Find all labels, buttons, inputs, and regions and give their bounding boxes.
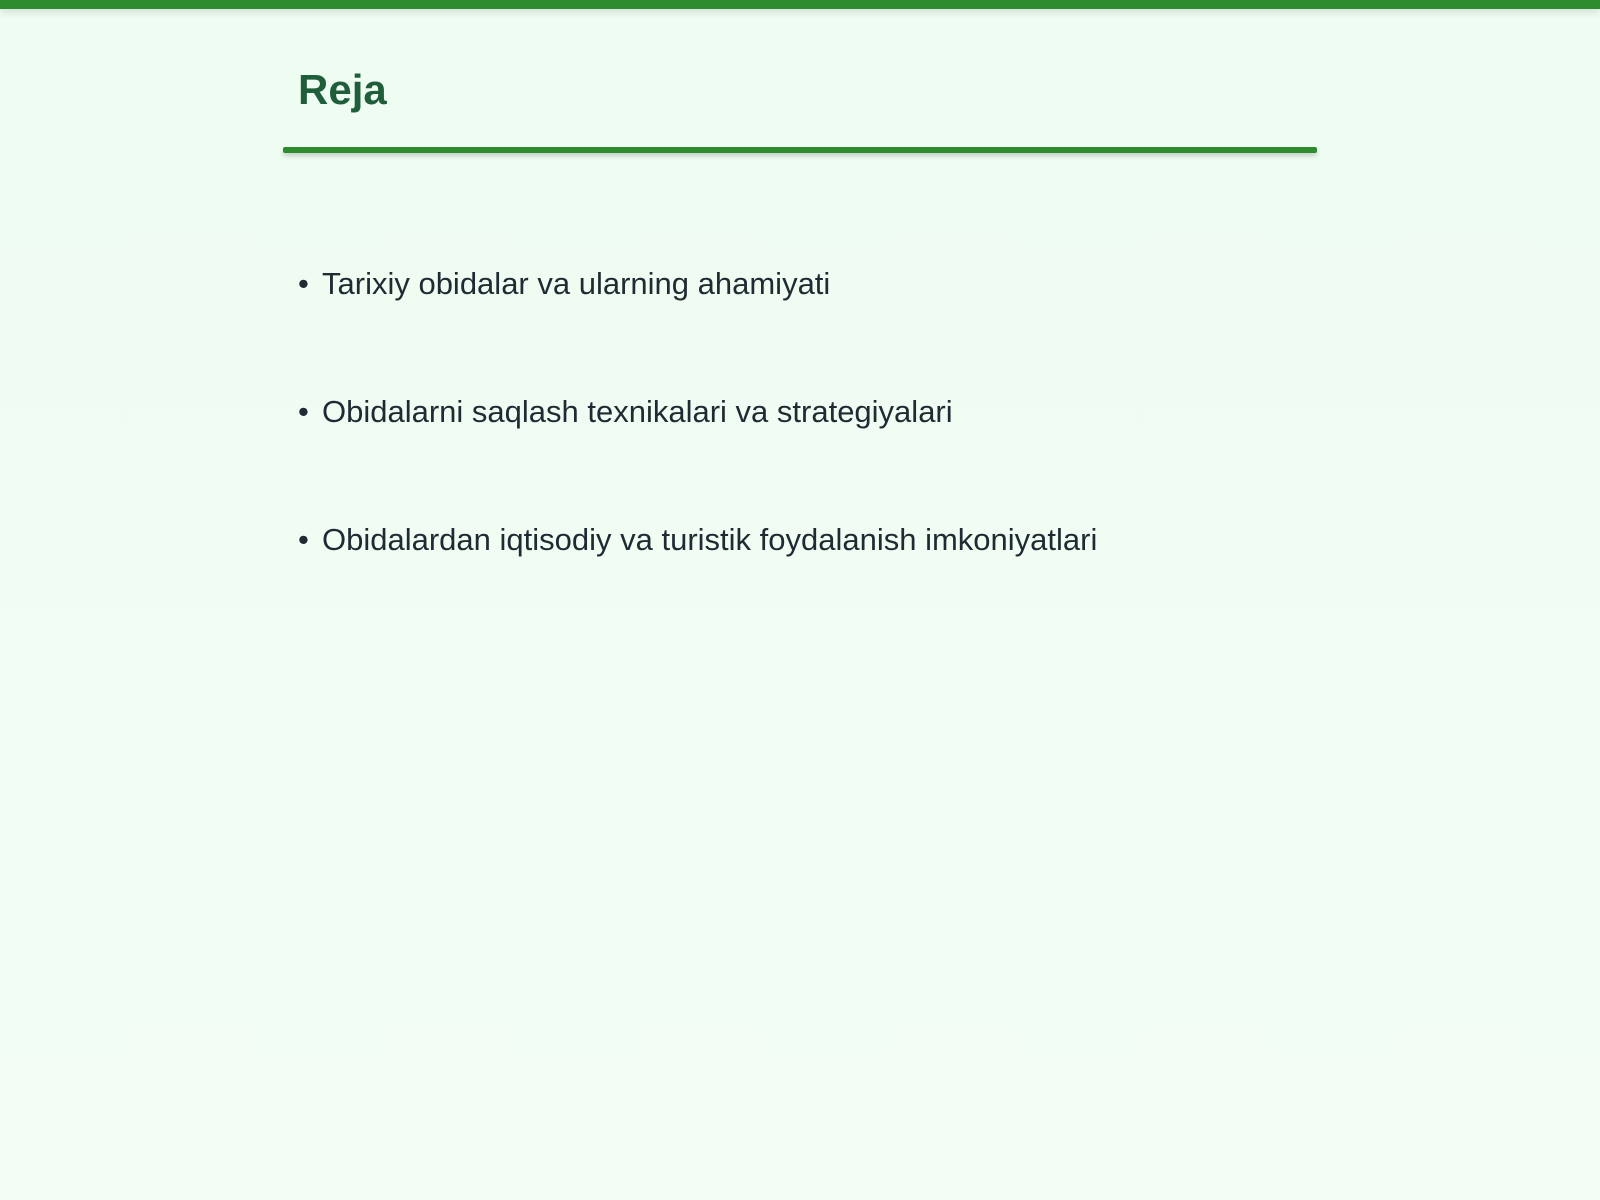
bullet-item: [298, 388, 1097, 516]
title-underline: [283, 147, 1317, 153]
bullet-marker: •: [298, 522, 309, 557]
bullet-item: [298, 260, 1097, 388]
bullet-marker: •: [298, 266, 309, 301]
bullet-list: [298, 260, 1097, 644]
bullet-text: Tarixiy obidalar va ularning ahamiyati: [322, 266, 831, 301]
bullet-text: Obidalardan iqtisodiy va turistik foydalanish imkoniyatlari: [322, 522, 1098, 557]
bullet-item: [298, 516, 1097, 644]
slide-title: Reja: [298, 66, 387, 113]
top-accent-bar: [0, 0, 1600, 9]
bullet-text: Obidalarni saqlash texnikalari va strategiyalari: [322, 394, 953, 429]
bullet-marker: •: [298, 394, 309, 429]
